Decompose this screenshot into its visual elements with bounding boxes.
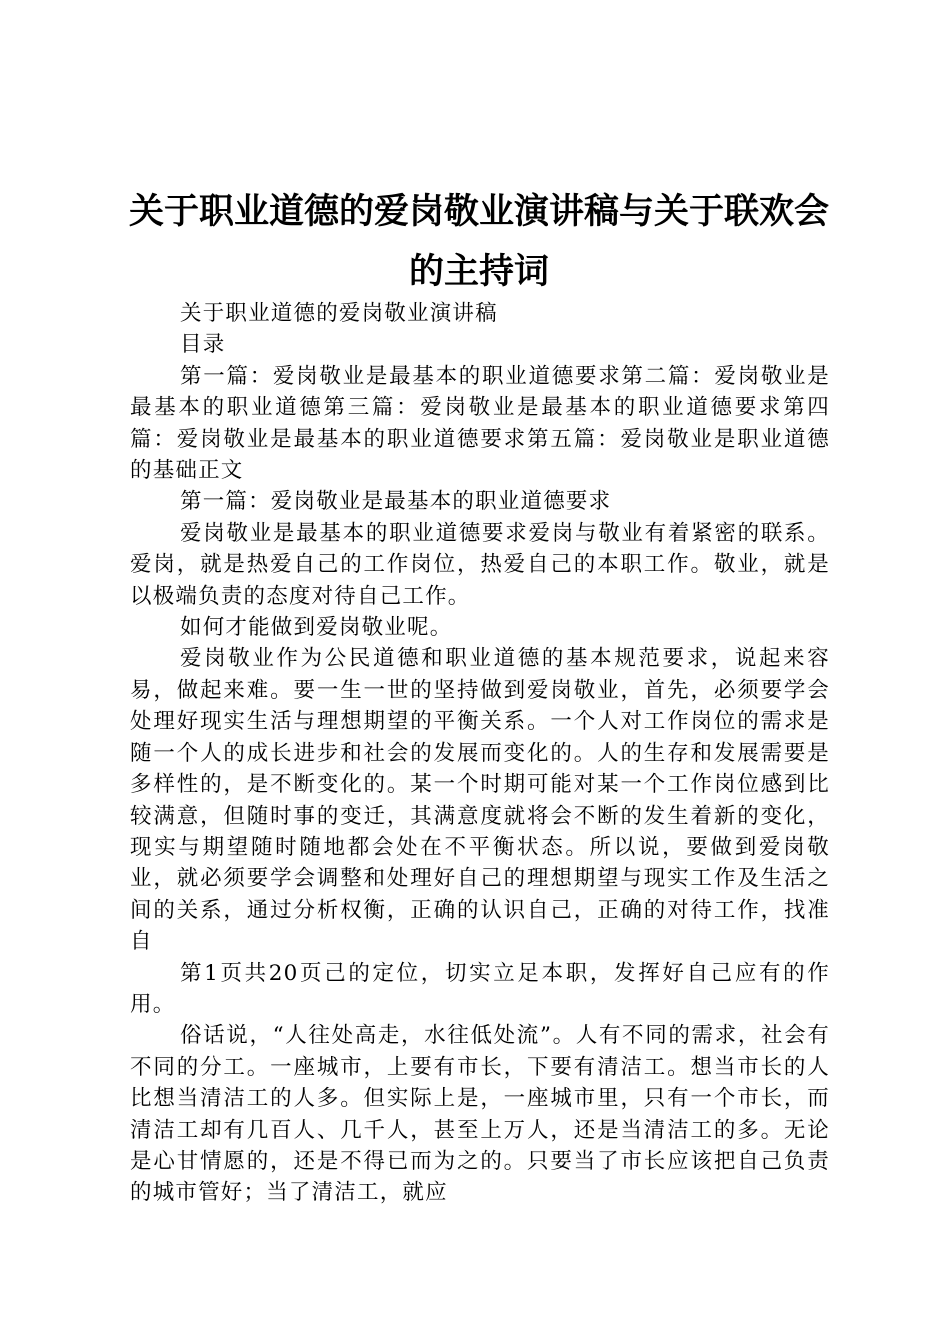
toc-paragraph: 第一篇：爱岗敬业是最基本的职业道德要求第二篇：爱岗敬业是最基本的职业道德第三篇：爱岗敬业是最基本的职业道德要求第四篇：爱岗敬业是最基本的职业道德要求第五篇：爱岗敬业是职业道德的基础正文	[130, 363, 830, 484]
document-title: 关于职业道德的爱岗敬业演讲稿与关于联欢会的主持词	[128, 192, 829, 292]
body-paragraph: 爱岗敬业是最基本的职业道德要求爱岗与敬业有着紧密的联系。爱岗，就是热爱自己的工作岗位，热爱自己的本职工作。敬业，就是以极端负责的态度对待自己工作。	[130, 520, 830, 609]
body-paragraph: 爱岗敬业作为公民道德和职业道德的基本规范要求，说起来容易，做起来难。要一生一世的坚持做到爱岗敬业，首先，必须要学会处理好现实生活与理想期望的平衡关系。一个人对工作岗位的需求是随一个人的成长进步和社会的发展而变化的。人的生存和发展需要是多样性的，是不断变化的。某一个时期可能对某一个工作岗位感到比较满意，但随时事的变迁，其满意度就将会不断的发生着新的变化，现实与期望随时随地都会处在不平衡状态。所以说，要做到爱岗敬业，就必须要学会调整和处理好自己的理想期望与现实工作及生活之间的关系，通过分析权衡，正确的认识自己，正确的对待工作，找准自	[130, 646, 830, 955]
document-body	[130, 298, 830, 1209]
toc-heading: 目录	[180, 332, 226, 358]
body-paragraph: 俗话说，“人往处高走，水往低处流”。人有不同的需求，社会有不同的分工。一座城市，上要有市长，下要有清洁工。想当市长的人比想当清洁工的人多。但实际上是，一座城市里，只有一个市长，而清洁工却有几百人、几千人，甚至上万人，还是当清洁工的多。无论是心甘情愿的，还是不得已而为之的。只要当了市长应该把自己负责的城市管好；当了清洁工，就应	[130, 1023, 830, 1206]
subtitle-paragraph: 关于职业道德的爱岗敬业演讲稿	[180, 301, 498, 326]
body-paragraph: 如何才能做到爱岗敬业呢。	[180, 615, 453, 641]
section-heading: 第一篇：爱岗敬业是最基本的职业道德要求	[180, 489, 612, 515]
body-paragraph: 第1页共20页己的定位，切实立足本职，发挥好自己应有的作用。	[130, 960, 830, 1017]
